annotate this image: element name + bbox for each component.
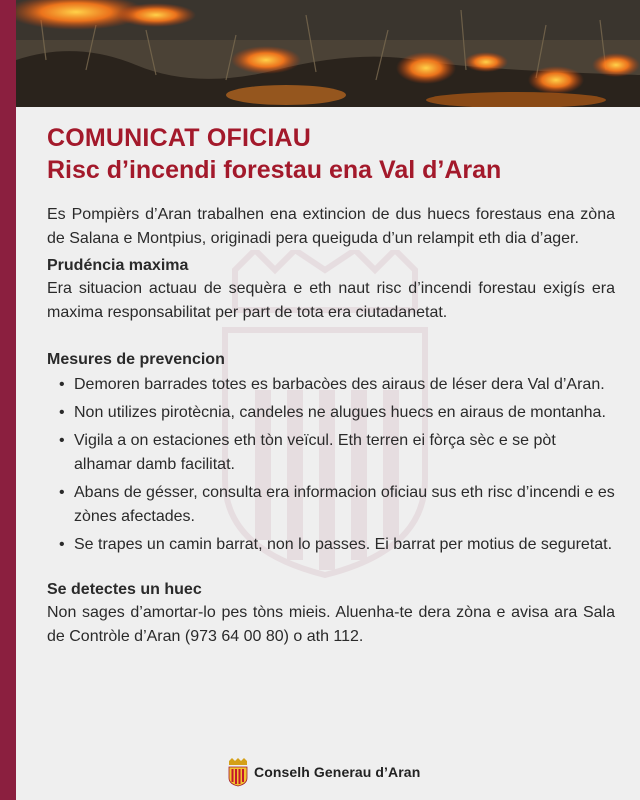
mesures-list (47, 373, 615, 557)
organization-name: Conselh Generau d’Aran (254, 764, 421, 780)
list-item-text: Se trapes un camin barrat, non lo passes. Ei barrat per motius de seguretat. (74, 536, 613, 553)
list-item-text: Demoren barrades totes es barbacòes des airaus de léser dera Val d’Aran. (74, 376, 605, 393)
forest-fire-photo (16, 0, 640, 107)
prudencia-section (47, 255, 615, 325)
huec-text: Non sages d’amortar-lo pes tòns mieis. Aluenha-te dera zòna e avisa ara Sala de Contròle d’Aran (973 64 00 80) o ath 112. (47, 604, 615, 645)
huec-heading: Se detectes un huec (47, 581, 202, 598)
communique-body (47, 122, 615, 649)
bullet-icon: • (59, 404, 65, 421)
bullet-icon: • (59, 376, 65, 393)
list-item (47, 533, 615, 557)
prudencia-text: Era situacion actuau de sequèra e eth naut risc d’incendi forestau exigís era maxima responsabilitat per part de tota era ciutadanetat. (47, 280, 615, 321)
list-item (47, 401, 615, 425)
bullet-icon: • (59, 536, 65, 553)
list-item (47, 429, 615, 477)
page-subtitle: Risc d’incendi forestau ena Val d’Aran (47, 156, 502, 184)
list-item (47, 481, 615, 529)
page-title: COMUNICAT OFICIAU (47, 124, 312, 152)
footer (226, 757, 420, 787)
list-item-text: Non utilizes pirotècnia, candeles ne alugues huecs en airaus de montanha. (74, 404, 606, 421)
mesures-section (47, 349, 615, 557)
mesures-heading: Mesures de prevencion (47, 351, 225, 368)
list-item (47, 373, 615, 397)
list-item-text: Vigila a on estaciones eth tòn veïcul. Eth terren ei fòrça sèc e se pòt alhamar damb facilitat. (74, 432, 556, 473)
bullet-icon: • (59, 432, 65, 449)
aran-coat-of-arms-icon (226, 757, 250, 787)
huec-section (47, 579, 615, 649)
prudencia-heading: Prudéncia maxima (47, 257, 189, 274)
list-item-text: Abans de gésser, consulta era informacion oficiau sus eth risc d’incendi e es zònes afectades. (74, 484, 615, 525)
intro-paragraph: Es Pompièrs d’Aran trabalhen ena extincion de dus huecs forestaus ena zòna de Salana e Montpius, originadi pera queiguda d’un relampit eth dia d’ager. (47, 206, 615, 247)
left-accent-bar (0, 0, 16, 800)
bullet-icon: • (59, 484, 65, 501)
